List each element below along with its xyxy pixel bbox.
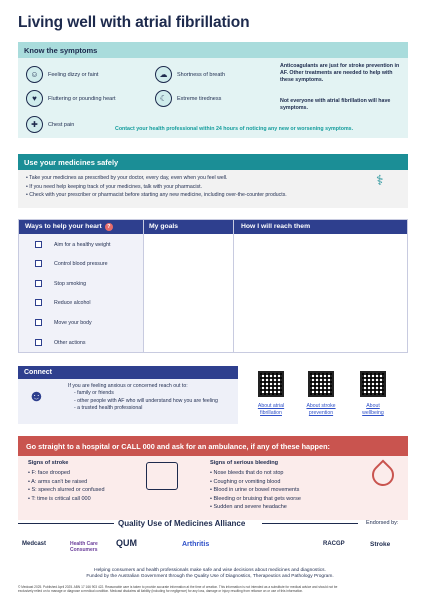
qr-code[interactable]	[258, 371, 284, 397]
list-item: • S: speech slurred or confused	[28, 486, 105, 495]
qr-code[interactable]	[360, 371, 386, 397]
way-item[interactable]: Move your body	[35, 319, 92, 326]
list-item: • A: arms can't be raised	[28, 478, 105, 487]
medicines-section	[18, 154, 408, 208]
checkbox[interactable]	[35, 241, 42, 248]
divider	[143, 220, 144, 352]
link-wellbeing[interactable]: About wellbeing	[362, 403, 384, 416]
blood-drop-icon	[367, 459, 398, 490]
checkbox[interactable]	[35, 299, 42, 306]
page-title: Living well with atrial fibrillation	[18, 14, 250, 31]
way-item[interactable]: Other actions	[35, 339, 86, 346]
tired-icon: ☾	[155, 90, 172, 107]
disclaimer: © Medcast 2025. Published April 2025. ABN 17 166 903 422. Reasonable care is taken to provide accurate information at the time of creation. This information is not intended as a substitute for medical advice and should not be exclusively relied on to manage or diagnose a medical condition. Medcast disclaims all liability (including for negligence) for any loss, damage or injury resulting from reliance on or use of this information.	[18, 585, 338, 594]
list-item: • Nose bleeds that do not stop	[210, 469, 301, 478]
list-item: • Check with your prescriber or pharmacist before starting any new medicine, including over-the-counter products.	[26, 191, 287, 200]
breath-icon: ☁	[155, 66, 172, 83]
symptom-item: ☾ Extreme tiredness	[155, 90, 221, 107]
link-atrial-fibrillation[interactable]: About atrial fibrillation	[257, 403, 285, 416]
ways-section	[18, 219, 408, 353]
divider	[233, 220, 234, 352]
stroke-list	[28, 469, 105, 503]
list-item: • Bleeding or bruising that gets worse	[210, 495, 301, 504]
list-item: • Take your medicines as prescribed by your doctor, every day, even when you feel well.	[26, 174, 287, 183]
list-item: - other people with AF who will understand how you are feeling	[74, 398, 236, 405]
alliance-title: Quality Use of Medicines Alliance	[118, 519, 246, 528]
qum-logo: QUM	[116, 538, 137, 548]
symptom-item: ☺ Feeling dizzy or faint	[26, 66, 98, 83]
arthritis-logo: Arthritis	[182, 541, 210, 548]
people-icon: ☻	[28, 388, 45, 405]
symptom-item: ✚ Chest pain	[26, 116, 74, 133]
symptoms-section	[18, 42, 408, 138]
symptom-item: ♥ Fluttering or pounding heart	[26, 90, 116, 107]
list-item: • Sudden and severe headache	[210, 503, 301, 512]
checkbox[interactable]	[35, 339, 42, 346]
stroke-logo: Stroke	[370, 541, 391, 548]
list-item: - family or friends	[74, 390, 236, 397]
link-stroke-prevention[interactable]: About stroke prevention	[306, 403, 336, 416]
checkbox[interactable]	[35, 280, 42, 287]
qr-code[interactable]	[308, 371, 334, 397]
anticoagulant-note: Anticoagulants are just for stroke prevention in AF. Other treatments are needed to help with these symptoms.	[280, 63, 400, 84]
pill-bottle-icon: ⚕	[376, 172, 384, 188]
stroke-heading: Signs of stroke	[28, 460, 69, 466]
emergency-heading: Go straight to a hospital or CALL 000 and ask for an ambulance, if any of these happen:	[18, 436, 408, 456]
medicines-heading: Use your medicines safely	[18, 154, 408, 170]
consumers-logo: Health Care Consumers	[70, 541, 98, 553]
list-item: - a trusted health professional	[74, 405, 236, 412]
divider	[262, 523, 358, 524]
reach-heading: How I will reach them	[241, 223, 311, 230]
list-item: • T: time is critical call 000	[28, 495, 105, 504]
racgp-logo: RACGP	[323, 541, 345, 547]
divider	[18, 523, 114, 524]
bleeding-list	[210, 469, 301, 512]
help-icon: ?	[105, 223, 113, 231]
checkbox[interactable]	[35, 319, 42, 326]
medicines-list	[26, 174, 287, 200]
way-item[interactable]: Aim for a healthy weight	[35, 241, 111, 248]
list-item: • F: face drooped	[28, 469, 105, 478]
endorsed-label: Endorsed by:	[366, 520, 399, 526]
goals-heading: My goals	[149, 223, 179, 230]
bleeding-heading: Signs of serious bleeding	[210, 460, 279, 466]
connect-section	[18, 366, 238, 424]
list-item: • Blood in urine or bowel movements	[210, 486, 301, 495]
way-item[interactable]: Reduce alcohol	[35, 299, 91, 306]
symptom-item: ☁ Shortness of breath	[155, 66, 225, 83]
way-item[interactable]: Stop smoking	[35, 280, 86, 287]
connect-heading: Connect	[18, 366, 238, 379]
way-item[interactable]: Control blood pressure	[35, 260, 108, 267]
face-card-icon	[146, 462, 178, 490]
contact-note: Contact your health professional within 24 hours of noticing any new or worsening symptoms.	[115, 126, 354, 132]
symptom-note: Not everyone with atrial fibrillation will have symptoms.	[280, 98, 391, 112]
medcast-logo: Medcast	[22, 541, 47, 547]
connect-text: If you are feeling anxious or concerned reach out to: - family or friends - other people with AF who will understand how you are feeling - a trusted health professional	[68, 383, 236, 412]
list-item: • If you need help keeping track of your medicines, talk with your pharmacist.	[26, 183, 287, 192]
ways-heading: Ways to help your heart ?	[25, 223, 113, 231]
list-item: • Coughing or vomiting blood	[210, 478, 301, 487]
chest-icon: ✚	[26, 116, 43, 133]
checkbox[interactable]	[35, 260, 42, 267]
symptoms-heading: Know the symptoms	[18, 42, 408, 58]
heart-icon: ♥	[26, 90, 43, 107]
footer-text: Helping consumers and health professionals make safe and wise decisions about medicines and diagnostics. Funded by the Australian Government through the Quality Use of Diagnostics, Therapeutics and Pathology Program.	[86, 568, 334, 580]
dizzy-icon: ☺	[26, 66, 43, 83]
emergency-section	[18, 436, 408, 520]
